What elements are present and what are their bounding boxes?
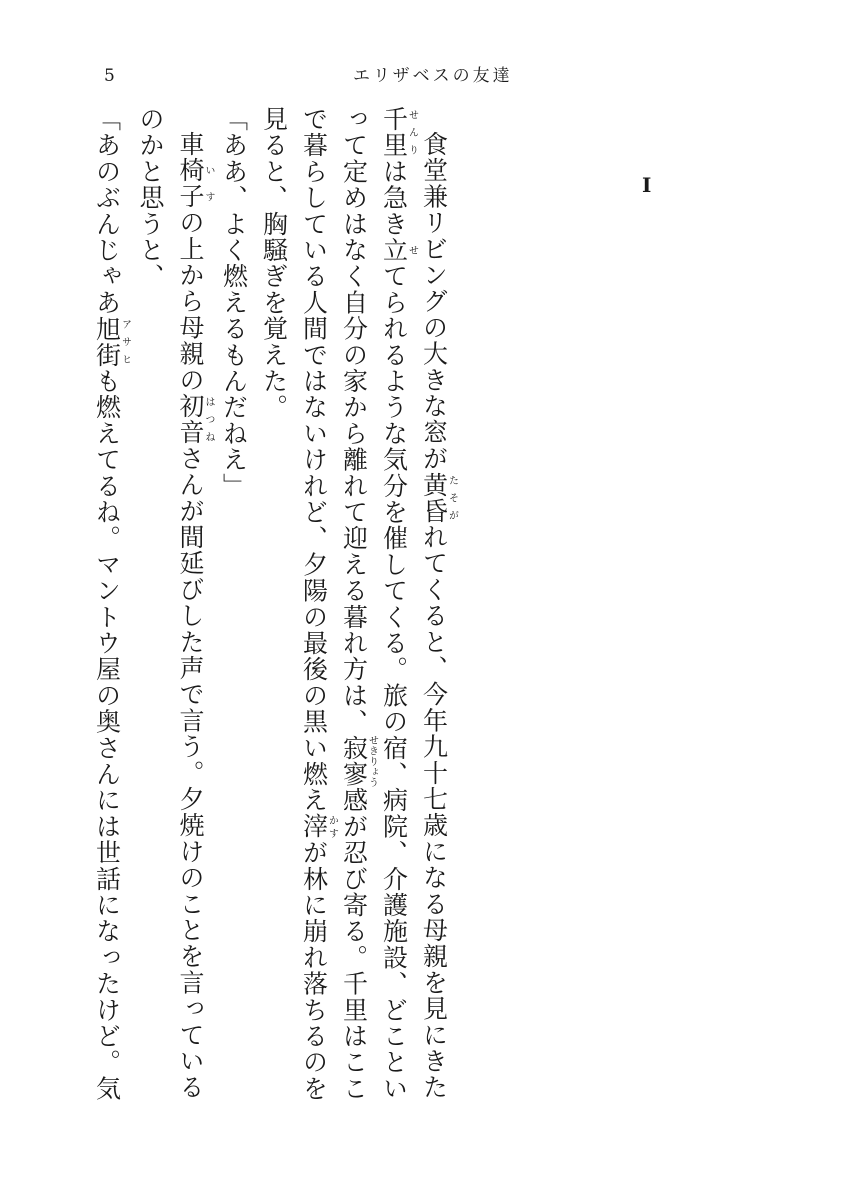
- ruby-tasogare: [419, 471, 458, 525]
- paragraph-4: [87, 106, 131, 1106]
- body-text: [92, 106, 458, 1106]
- ruby-reading: かす: [326, 813, 338, 840]
- text-segment: 感が忍び寄る。千里はここで暮らしている人間ではないけれど、夕陽の最後の黒い燃え: [299, 106, 369, 1102]
- ruby-base: 寂寥: [339, 734, 369, 788]
- text-segment: も燃えてるね。マントウ屋の奥さんには世話になったけど。気: [92, 368, 122, 1102]
- text-segment: が林に崩れ落ちるのを見ると、胸騒ぎを覚えた。: [259, 106, 329, 1102]
- ruby-base: 千里: [379, 106, 409, 159]
- ruby-base: 椅子: [176, 157, 205, 210]
- text-segment: てられるような気分を催してくる。旅の宿、病院、介護施設、どこといって定めはなく自分の家から離れて迎える暮れ方は、: [339, 106, 409, 1102]
- ruby-reading: せんり: [406, 106, 418, 159]
- ruby-base: 立: [379, 237, 409, 264]
- ruby-sekiryou: [339, 734, 378, 788]
- text-segment: さんが間延びした声で言う。夕焼けのことを言っているのかと思うと、: [136, 106, 205, 1101]
- text-segment: の上から母親の: [176, 209, 205, 394]
- text-segment: 車: [176, 131, 205, 158]
- page-number: 5: [104, 66, 115, 86]
- ruby-base: 旭街: [92, 315, 122, 369]
- ruby-reading: いす: [203, 157, 214, 210]
- text-segment: れてくると、今年九十七歳になる母親を見にきた: [419, 524, 449, 1101]
- chapter-number: I: [642, 173, 652, 197]
- ruby-senri: [379, 106, 418, 159]
- text-segment: 「あのぶんじゃあ: [92, 106, 122, 316]
- paragraph-1: [254, 106, 458, 1106]
- paragraph-2: [214, 106, 254, 1106]
- ruby-reading: アサヒ: [119, 315, 131, 369]
- ruby-hatsune: [176, 393, 214, 446]
- ruby-reading: たそが: [446, 471, 458, 525]
- text-segment: 食堂兼リビングの大きな窓が: [419, 131, 449, 472]
- ruby-reading: せきりょう: [366, 734, 378, 788]
- ruby-base: 滓: [299, 813, 329, 840]
- ruby-se: [379, 237, 418, 264]
- ruby-asahi: [92, 315, 131, 369]
- ruby-isu: [176, 157, 214, 210]
- text-segment: 「ああ、よく燃えるもんだねえ」: [219, 106, 249, 499]
- paragraph-3: [130, 106, 214, 1106]
- ruby-base: 黄昏: [419, 471, 449, 525]
- ruby-kasu: [299, 813, 338, 840]
- running-title: エリザベスの友達: [353, 66, 513, 86]
- ruby-reading: せ: [406, 237, 418, 264]
- ruby-reading: はつね: [203, 393, 214, 446]
- ruby-base: 初音: [176, 393, 205, 446]
- text-segment: は急き: [379, 158, 409, 238]
